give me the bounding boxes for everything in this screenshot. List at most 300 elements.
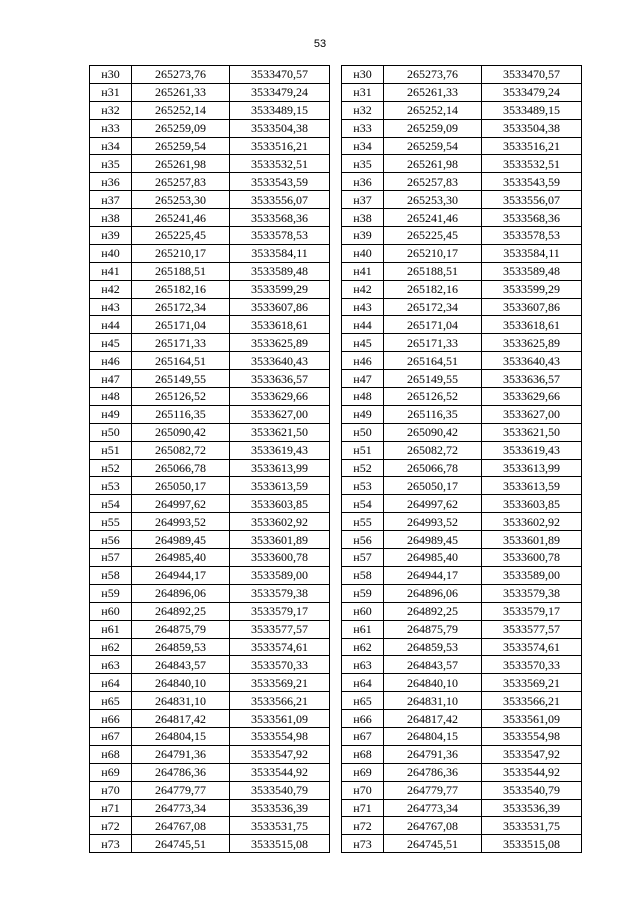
- point-id-cell: н58: [342, 566, 384, 584]
- point-id-cell: н64: [342, 674, 384, 692]
- x-coordinate-cell: 264892,25: [384, 602, 482, 620]
- y-coordinate-cell: 3533516,21: [482, 137, 582, 155]
- y-coordinate-cell: 3533607,86: [230, 298, 330, 316]
- table-row: [90, 155, 330, 173]
- y-coordinate-cell: 3533566,21: [230, 692, 330, 710]
- y-coordinate-cell: 3533618,61: [482, 316, 582, 334]
- table-row: [90, 620, 330, 638]
- y-coordinate-cell: 3533613,99: [482, 459, 582, 477]
- point-id-cell: н34: [342, 137, 384, 155]
- point-id-cell: н62: [90, 638, 132, 656]
- x-coordinate-cell: 264817,42: [384, 710, 482, 728]
- point-id-cell: н42: [90, 280, 132, 298]
- table-row: [90, 459, 330, 477]
- table-row: [90, 745, 330, 763]
- x-coordinate-cell: 264791,36: [384, 745, 482, 763]
- table-row: [342, 584, 582, 602]
- y-coordinate-cell: 3533579,38: [230, 584, 330, 602]
- y-coordinate-cell: 3533621,50: [230, 423, 330, 441]
- table-row: [90, 137, 330, 155]
- table-row: [90, 244, 330, 262]
- table-row: [342, 280, 582, 298]
- x-coordinate-cell: 265171,04: [132, 316, 230, 334]
- table-row: [90, 584, 330, 602]
- x-coordinate-cell: 264997,62: [384, 495, 482, 513]
- y-coordinate-cell: 3533589,00: [230, 566, 330, 584]
- x-coordinate-cell: 265259,09: [132, 119, 230, 137]
- y-coordinate-cell: 3533589,48: [230, 262, 330, 280]
- y-coordinate-cell: 3533613,99: [230, 459, 330, 477]
- y-coordinate-cell: 3533619,43: [482, 441, 582, 459]
- table-row: [90, 405, 330, 423]
- point-id-cell: н55: [342, 513, 384, 531]
- x-coordinate-cell: 264786,36: [132, 763, 230, 781]
- x-coordinate-cell: 264892,25: [132, 602, 230, 620]
- point-id-cell: н48: [342, 388, 384, 406]
- x-coordinate-cell: 265261,33: [132, 83, 230, 101]
- table-row: [342, 101, 582, 119]
- y-coordinate-cell: 3533579,17: [230, 602, 330, 620]
- y-coordinate-cell: 3533470,57: [482, 66, 582, 84]
- point-id-cell: н70: [90, 781, 132, 799]
- table-row: [90, 441, 330, 459]
- point-id-cell: н65: [342, 692, 384, 710]
- x-coordinate-cell: 265090,42: [132, 423, 230, 441]
- x-coordinate-cell: 264831,10: [384, 692, 482, 710]
- table-row: [90, 280, 330, 298]
- table-row: [90, 638, 330, 656]
- point-id-cell: н53: [342, 477, 384, 495]
- y-coordinate-cell: 3533515,08: [230, 835, 330, 853]
- point-id-cell: н45: [342, 334, 384, 352]
- x-coordinate-cell: 265082,72: [132, 441, 230, 459]
- x-coordinate-cell: 264875,79: [384, 620, 482, 638]
- x-coordinate-cell: 265188,51: [132, 262, 230, 280]
- y-coordinate-cell: 3533554,98: [482, 727, 582, 745]
- x-coordinate-cell: 264944,17: [384, 566, 482, 584]
- y-coordinate-cell: 3533570,33: [482, 656, 582, 674]
- y-coordinate-cell: 3533619,43: [230, 441, 330, 459]
- point-id-cell: н56: [90, 531, 132, 549]
- x-coordinate-cell: 264896,06: [132, 584, 230, 602]
- y-coordinate-cell: 3533627,00: [482, 405, 582, 423]
- x-coordinate-cell: 264767,08: [132, 817, 230, 835]
- y-coordinate-cell: 3533574,61: [482, 638, 582, 656]
- y-coordinate-cell: 3533568,36: [230, 209, 330, 227]
- table-row: [90, 227, 330, 245]
- point-id-cell: н59: [342, 584, 384, 602]
- table-row: [90, 656, 330, 674]
- x-coordinate-cell: 265210,17: [132, 244, 230, 262]
- table-row: [342, 66, 582, 84]
- coordinates-table-right: [341, 65, 582, 853]
- y-coordinate-cell: 3533625,89: [482, 334, 582, 352]
- table-row: [90, 352, 330, 370]
- point-id-cell: н72: [342, 817, 384, 835]
- y-coordinate-cell: 3533543,59: [482, 173, 582, 191]
- point-id-cell: н36: [342, 173, 384, 191]
- y-coordinate-cell: 3533601,89: [230, 531, 330, 549]
- x-coordinate-cell: 265261,98: [132, 155, 230, 173]
- point-id-cell: н32: [342, 101, 384, 119]
- x-coordinate-cell: 265164,51: [132, 352, 230, 370]
- table-row: [342, 137, 582, 155]
- table-row: [90, 370, 330, 388]
- point-id-cell: н71: [90, 799, 132, 817]
- y-coordinate-cell: 3533561,09: [482, 710, 582, 728]
- point-id-cell: н39: [90, 227, 132, 245]
- point-id-cell: н39: [342, 227, 384, 245]
- table-row: [342, 423, 582, 441]
- x-coordinate-cell: 265116,35: [132, 405, 230, 423]
- table-row: [342, 763, 582, 781]
- x-coordinate-cell: 264985,40: [384, 549, 482, 567]
- table-row: [90, 727, 330, 745]
- point-id-cell: н69: [342, 763, 384, 781]
- y-coordinate-cell: 3533540,79: [482, 781, 582, 799]
- point-id-cell: н47: [90, 370, 132, 388]
- y-coordinate-cell: 3533569,21: [230, 674, 330, 692]
- y-coordinate-cell: 3533599,29: [230, 280, 330, 298]
- table-row: [342, 549, 582, 567]
- x-coordinate-cell: 264779,77: [384, 781, 482, 799]
- y-coordinate-cell: 3533531,75: [230, 817, 330, 835]
- table-row: [342, 83, 582, 101]
- x-coordinate-cell: 264831,10: [132, 692, 230, 710]
- table-row: [90, 83, 330, 101]
- point-id-cell: н50: [342, 423, 384, 441]
- x-coordinate-cell: 265082,72: [384, 441, 482, 459]
- y-coordinate-cell: 3533625,89: [230, 334, 330, 352]
- x-coordinate-cell: 265253,30: [132, 191, 230, 209]
- point-id-cell: н66: [342, 710, 384, 728]
- y-coordinate-cell: 3533578,53: [482, 227, 582, 245]
- y-coordinate-cell: 3533516,21: [230, 137, 330, 155]
- y-coordinate-cell: 3533574,61: [230, 638, 330, 656]
- table-row: [342, 352, 582, 370]
- x-coordinate-cell: 264843,57: [384, 656, 482, 674]
- x-coordinate-cell: 264804,15: [132, 727, 230, 745]
- x-coordinate-cell: 265225,45: [132, 227, 230, 245]
- table-row: [90, 209, 330, 227]
- coordinates-table-left: [89, 65, 330, 853]
- table-row: [90, 477, 330, 495]
- x-coordinate-cell: 265259,54: [384, 137, 482, 155]
- table-row: [90, 781, 330, 799]
- y-coordinate-cell: 3533584,11: [230, 244, 330, 262]
- table-row: [342, 477, 582, 495]
- point-id-cell: н61: [342, 620, 384, 638]
- x-coordinate-cell: 265172,34: [132, 298, 230, 316]
- point-id-cell: н37: [342, 191, 384, 209]
- x-coordinate-cell: 264817,42: [132, 710, 230, 728]
- y-coordinate-cell: 3533536,39: [482, 799, 582, 817]
- x-coordinate-cell: 265210,17: [384, 244, 482, 262]
- y-coordinate-cell: 3533577,57: [482, 620, 582, 638]
- x-coordinate-cell: 264804,15: [384, 727, 482, 745]
- y-coordinate-cell: 3533640,43: [230, 352, 330, 370]
- point-id-cell: н45: [90, 334, 132, 352]
- table-row: [342, 227, 582, 245]
- point-id-cell: н44: [90, 316, 132, 334]
- table-row: [90, 495, 330, 513]
- x-coordinate-cell: 264859,53: [132, 638, 230, 656]
- point-id-cell: н60: [342, 602, 384, 620]
- point-id-cell: н73: [90, 835, 132, 853]
- point-id-cell: н54: [90, 495, 132, 513]
- y-coordinate-cell: 3533561,09: [230, 710, 330, 728]
- table-row: [90, 334, 330, 352]
- y-coordinate-cell: 3533489,15: [230, 101, 330, 119]
- y-coordinate-cell: 3533618,61: [230, 316, 330, 334]
- point-id-cell: н72: [90, 817, 132, 835]
- table-row: [342, 405, 582, 423]
- point-id-cell: н51: [342, 441, 384, 459]
- y-coordinate-cell: 3533607,86: [482, 298, 582, 316]
- x-coordinate-cell: 264993,52: [132, 513, 230, 531]
- point-id-cell: н36: [90, 173, 132, 191]
- y-coordinate-cell: 3533577,57: [230, 620, 330, 638]
- y-coordinate-cell: 3533636,57: [230, 370, 330, 388]
- y-coordinate-cell: 3533636,57: [482, 370, 582, 388]
- table-row: [342, 656, 582, 674]
- x-coordinate-cell: 265225,45: [384, 227, 482, 245]
- x-coordinate-cell: 264779,77: [132, 781, 230, 799]
- point-id-cell: н71: [342, 799, 384, 817]
- point-id-cell: н66: [90, 710, 132, 728]
- point-id-cell: н43: [342, 298, 384, 316]
- point-id-cell: н62: [342, 638, 384, 656]
- table-row: [90, 549, 330, 567]
- point-id-cell: н58: [90, 566, 132, 584]
- point-id-cell: н42: [342, 280, 384, 298]
- y-coordinate-cell: 3533569,21: [482, 674, 582, 692]
- x-coordinate-cell: 265116,35: [384, 405, 482, 423]
- point-id-cell: н65: [90, 692, 132, 710]
- x-coordinate-cell: 265050,17: [132, 477, 230, 495]
- x-coordinate-cell: 264767,08: [384, 817, 482, 835]
- y-coordinate-cell: 3533600,78: [230, 549, 330, 567]
- y-coordinate-cell: 3533640,43: [482, 352, 582, 370]
- table-row: [342, 119, 582, 137]
- y-coordinate-cell: 3533554,98: [230, 727, 330, 745]
- y-coordinate-cell: 3533613,59: [230, 477, 330, 495]
- point-id-cell: н68: [90, 745, 132, 763]
- table-row: [342, 173, 582, 191]
- x-coordinate-cell: 265252,14: [384, 101, 482, 119]
- x-coordinate-cell: 264791,36: [132, 745, 230, 763]
- y-coordinate-cell: 3533600,78: [482, 549, 582, 567]
- y-coordinate-cell: 3533532,51: [482, 155, 582, 173]
- table-row: [342, 781, 582, 799]
- table-row: [90, 763, 330, 781]
- table-row: [90, 710, 330, 728]
- x-coordinate-cell: 265172,34: [384, 298, 482, 316]
- x-coordinate-cell: 265182,16: [384, 280, 482, 298]
- x-coordinate-cell: 265171,04: [384, 316, 482, 334]
- x-coordinate-cell: 264745,51: [384, 835, 482, 853]
- y-coordinate-cell: 3533589,48: [482, 262, 582, 280]
- table-row: [342, 602, 582, 620]
- y-coordinate-cell: 3533570,33: [230, 656, 330, 674]
- table-row: [90, 388, 330, 406]
- y-coordinate-cell: 3533547,92: [230, 745, 330, 763]
- point-id-cell: н47: [342, 370, 384, 388]
- x-coordinate-cell: 265050,17: [384, 477, 482, 495]
- y-coordinate-cell: 3533584,11: [482, 244, 582, 262]
- point-id-cell: н57: [342, 549, 384, 567]
- point-id-cell: н67: [342, 727, 384, 745]
- point-id-cell: н56: [342, 531, 384, 549]
- x-coordinate-cell: 264997,62: [132, 495, 230, 513]
- x-coordinate-cell: 264745,51: [132, 835, 230, 853]
- table-row: [90, 602, 330, 620]
- x-coordinate-cell: 264985,40: [132, 549, 230, 567]
- table-row: [342, 495, 582, 513]
- x-coordinate-cell: 265164,51: [384, 352, 482, 370]
- table-row: [342, 692, 582, 710]
- table-row: [90, 835, 330, 853]
- y-coordinate-cell: 3533613,59: [482, 477, 582, 495]
- table-row: [90, 262, 330, 280]
- table-row: [90, 191, 330, 209]
- x-coordinate-cell: 265241,46: [384, 209, 482, 227]
- point-id-cell: н70: [342, 781, 384, 799]
- y-coordinate-cell: 3533579,17: [482, 602, 582, 620]
- table-row: [342, 745, 582, 763]
- y-coordinate-cell: 3533629,66: [482, 388, 582, 406]
- table-row: [342, 638, 582, 656]
- table-row: [342, 727, 582, 745]
- table-row: [342, 209, 582, 227]
- point-id-cell: н38: [342, 209, 384, 227]
- table-row: [342, 817, 582, 835]
- point-id-cell: н33: [342, 119, 384, 137]
- point-id-cell: н54: [342, 495, 384, 513]
- table-row: [342, 441, 582, 459]
- point-id-cell: н69: [90, 763, 132, 781]
- x-coordinate-cell: 264896,06: [384, 584, 482, 602]
- point-id-cell: н63: [90, 656, 132, 674]
- y-coordinate-cell: 3533578,53: [230, 227, 330, 245]
- point-id-cell: н49: [90, 405, 132, 423]
- y-coordinate-cell: 3533602,92: [230, 513, 330, 531]
- table-row: [90, 66, 330, 84]
- x-coordinate-cell: 265149,55: [384, 370, 482, 388]
- y-coordinate-cell: 3533540,79: [230, 781, 330, 799]
- x-coordinate-cell: 264989,45: [132, 531, 230, 549]
- point-id-cell: н67: [90, 727, 132, 745]
- table-row: [90, 316, 330, 334]
- x-coordinate-cell: 265126,52: [384, 388, 482, 406]
- point-id-cell: н51: [90, 441, 132, 459]
- y-coordinate-cell: 3533532,51: [230, 155, 330, 173]
- table-row: [342, 262, 582, 280]
- x-coordinate-cell: 265171,33: [384, 334, 482, 352]
- table-row: [342, 244, 582, 262]
- x-coordinate-cell: 265066,78: [384, 459, 482, 477]
- table-row: [90, 298, 330, 316]
- table-row: [342, 620, 582, 638]
- point-id-cell: н37: [90, 191, 132, 209]
- table-row: [342, 370, 582, 388]
- point-id-cell: н43: [90, 298, 132, 316]
- table-row: [342, 298, 582, 316]
- table-row: [342, 710, 582, 728]
- y-coordinate-cell: 3533589,00: [482, 566, 582, 584]
- y-coordinate-cell: 3533603,85: [482, 495, 582, 513]
- y-coordinate-cell: 3533579,38: [482, 584, 582, 602]
- point-id-cell: н64: [90, 674, 132, 692]
- table-row: [342, 513, 582, 531]
- table-row: [90, 692, 330, 710]
- table-row: [90, 173, 330, 191]
- table-row: [342, 799, 582, 817]
- point-id-cell: н68: [342, 745, 384, 763]
- table-row: [90, 531, 330, 549]
- table-row: [90, 817, 330, 835]
- table-row: [342, 566, 582, 584]
- point-id-cell: н41: [90, 262, 132, 280]
- point-id-cell: н34: [90, 137, 132, 155]
- point-id-cell: н46: [90, 352, 132, 370]
- table-row: [342, 388, 582, 406]
- point-id-cell: н63: [342, 656, 384, 674]
- point-id-cell: н61: [90, 620, 132, 638]
- table-row: [342, 334, 582, 352]
- x-coordinate-cell: 264786,36: [384, 763, 482, 781]
- y-coordinate-cell: 3533504,38: [482, 119, 582, 137]
- y-coordinate-cell: 3533504,38: [230, 119, 330, 137]
- point-id-cell: н44: [342, 316, 384, 334]
- table-row: [90, 799, 330, 817]
- y-coordinate-cell: 3533599,29: [482, 280, 582, 298]
- x-coordinate-cell: 265259,54: [132, 137, 230, 155]
- x-coordinate-cell: 265257,83: [384, 173, 482, 191]
- table-row: [90, 119, 330, 137]
- point-id-cell: н35: [342, 155, 384, 173]
- x-coordinate-cell: 265273,76: [384, 66, 482, 84]
- y-coordinate-cell: 3533479,24: [230, 83, 330, 101]
- y-coordinate-cell: 3533544,92: [230, 763, 330, 781]
- y-coordinate-cell: 3533531,75: [482, 817, 582, 835]
- point-id-cell: н59: [90, 584, 132, 602]
- x-coordinate-cell: 265241,46: [132, 209, 230, 227]
- x-coordinate-cell: 265253,30: [384, 191, 482, 209]
- x-coordinate-cell: 265188,51: [384, 262, 482, 280]
- table-row: [90, 101, 330, 119]
- x-coordinate-cell: 264993,52: [384, 513, 482, 531]
- y-coordinate-cell: 3533629,66: [230, 388, 330, 406]
- table-row: [342, 316, 582, 334]
- x-coordinate-cell: 265066,78: [132, 459, 230, 477]
- y-coordinate-cell: 3533543,59: [230, 173, 330, 191]
- point-id-cell: н33: [90, 119, 132, 137]
- point-id-cell: н41: [342, 262, 384, 280]
- y-coordinate-cell: 3533470,57: [230, 66, 330, 84]
- y-coordinate-cell: 3533621,50: [482, 423, 582, 441]
- point-id-cell: н31: [342, 83, 384, 101]
- table-row: [90, 566, 330, 584]
- table-row: [90, 423, 330, 441]
- point-id-cell: н53: [90, 477, 132, 495]
- point-id-cell: н73: [342, 835, 384, 853]
- table-row: [342, 155, 582, 173]
- point-id-cell: н40: [342, 244, 384, 262]
- point-id-cell: н52: [90, 459, 132, 477]
- point-id-cell: н50: [90, 423, 132, 441]
- y-coordinate-cell: 3533556,07: [230, 191, 330, 209]
